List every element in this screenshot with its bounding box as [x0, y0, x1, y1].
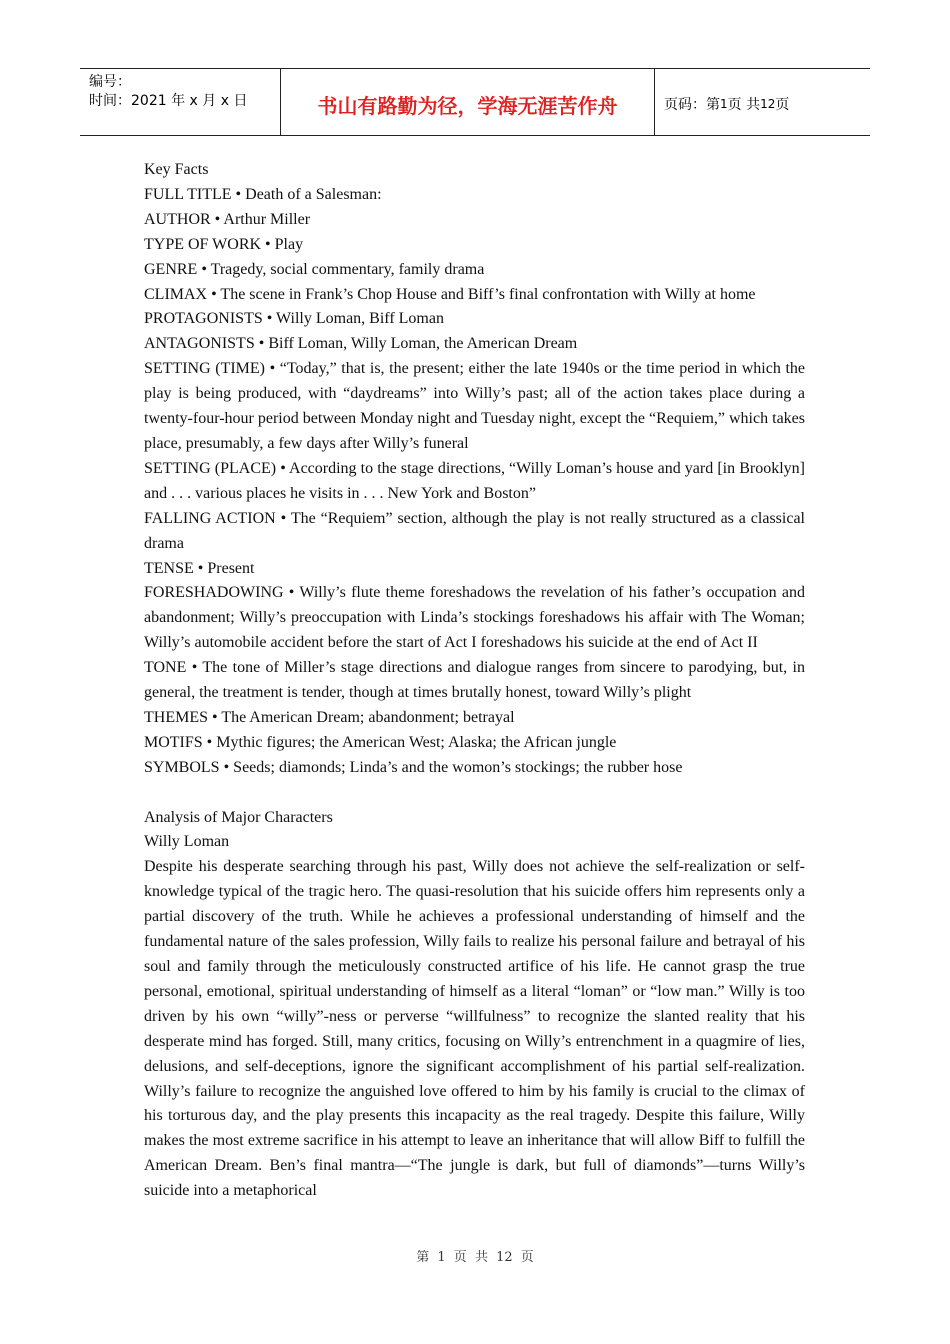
footer-current-page: 1 — [437, 1250, 446, 1265]
footer-total-pages: 12 — [496, 1250, 513, 1265]
fact-antagonists: ANTAGONISTS • Biff Loman, Willy Loman, the American Dream — [144, 335, 578, 353]
page-prefix: 页码：第 — [664, 97, 720, 113]
paragraph-spacer — [144, 781, 805, 806]
fact-climax: CLIMAX • The scene in Frank’s Chop House and Biff’s final confrontation with Willy at home — [144, 285, 756, 303]
page-suffix: 页 — [775, 97, 790, 113]
analysis-heading: Analysis of Major Characters — [144, 808, 333, 826]
character-name: Willy Loman — [144, 833, 230, 851]
page-footer — [0, 1246, 950, 1265]
fact-protagonists: PROTAGONISTS • Willy Loman, Biff Loman — [144, 310, 444, 328]
document-number-label: 编号： — [89, 74, 131, 90]
document-body — [144, 158, 805, 1204]
fact-tone: TONE • The tone of Miller’s stage directions and dialogue ranges from sincere to parodying, but, in general, the treatment is tender, though at times brutally honest, toward Willy’s plight — [144, 659, 805, 702]
fact-falling-action: FALLING ACTION • The “Requiem” section, although the play is not really structured as a classical drama — [144, 509, 805, 552]
fact-motifs: MOTIFS • Mythic figures; the American West; Alaska; the African jungle — [144, 733, 617, 751]
footer-di: 第 — [416, 1250, 430, 1265]
header-page-info — [655, 69, 870, 135]
fact-symbols: SYMBOLS • Seeds; diamonds; Linda’s and the womon’s stockings; the rubber hose — [144, 758, 683, 776]
fact-foreshadowing: FORESHADOWING • Willy’s flute theme foreshadows the revelation of his father’s occupation and abandonment; Willy’s preoccupation with Linda’s stockings foreshadows his affair with The Woman; Willy’s automobile accident before the start of Act I foreshadows his suicide at the end of Act II — [144, 584, 805, 652]
footer-ye: 页 — [453, 1250, 467, 1265]
fact-type-of-work: TYPE OF WORK • Play — [144, 235, 304, 253]
footer-ye-end: 页 — [520, 1250, 534, 1265]
fact-tense: TENSE • Present — [144, 559, 255, 577]
key-facts-heading: Key Facts — [144, 161, 209, 178]
fact-themes: THEMES • The American Dream; abandonment; betrayal — [144, 708, 515, 726]
fact-setting-time: SETTING (TIME) • “Today,” that is, the present; either the late 1940s or the time period in which the play is being produced, with “daydreams” into Willy’s past; all of the action takes place during a twenty-four-hour period between Monday night and Tuesday night, except the “Requiem,” which takes place, presumably, a few days after Willy’s funeral — [144, 360, 805, 452]
document-header — [80, 68, 870, 136]
fact-genre: GENRE • Tragedy, social commentary, family drama — [144, 260, 485, 278]
fact-full-title: FULL TITLE • Death of a Salesman: — [144, 185, 382, 203]
character-paragraph: Despite his desperate searching through his past, Willy does not achieve the self-realization or self-knowledge typical of the tragic hero. The quasi-resolution that his suicide offers him represents only a partial discovery of the truth. While he achieves a professional understanding of himself and the fundamental nature of the sales profession, Willy fails to realize his personal failure and betrayal of his soul and family through the meticulously constructed artifice of his life. He cannot grasp the true personal, emotional, spiritual understanding of himself as a literal “loman” or “low man.” Willy is too driven by his own “willy”-ness or perverse “willfulness” to recognize the slanted reality that his desperate mind has forged. Still, many critics, focusing on Willy’s entrenchment in a quagmire of lies, delusions, and self-deceptions, ignore the significant accomplishment of his partial self-realization. Willy’s failure to recognize the anguished love offered to him by his family is crucial to the climax of his torturous day, and the play presents this incapacity as the real tragedy. Despite this failure, Willy makes the most extreme sacrifice in his attempt to leave an inheritance that will allow Biff to fulfill the American Dream. Ben’s final mantra—“The jungle is dark, but full of diamonds”—turns Willy’s suicide into a metaphorical — [144, 858, 805, 1200]
page-total: 12 — [760, 97, 776, 111]
header-motto: 书山有路勤为径，学海无涯苦作舟 — [281, 69, 655, 135]
header-meta-cell — [80, 69, 281, 135]
document-date-label: 时间：2021 年 x 月 x 日 — [89, 93, 248, 109]
page-mid: 页 共 — [727, 97, 761, 113]
fact-author: AUTHOR • Arthur Miller — [144, 210, 311, 228]
footer-gong: 共 — [474, 1250, 488, 1265]
fact-setting-place: SETTING (PLACE) • According to the stage directions, “Willy Loman’s house and yard [in Brooklyn] and . . . various places he visits in . . . New York and Boston” — [144, 459, 805, 502]
page-current: 1 — [720, 97, 728, 111]
